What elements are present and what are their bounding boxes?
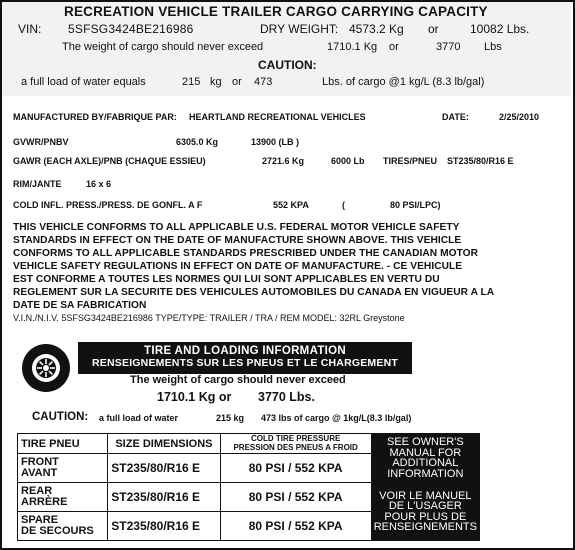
tire-icon [20, 342, 72, 394]
row-label [18, 483, 108, 512]
tire-loading-banner [78, 342, 412, 374]
page-title: RECREATION VEHICLE TRAILER CARGO CARRYING CAPACITY [64, 4, 488, 19]
owner-manual-line: INFORMATION [387, 467, 464, 480]
tire-pressure-table [17, 433, 480, 541]
row-label-en: FRONT [21, 456, 59, 468]
banner-subtitle: RENSEIGNEMENTS SUR LES PNEUS ET LE CHARGEMENT [92, 357, 398, 369]
conformity-line: VEHICLE SAFETY REGULATIONS IN EFFECT ON DATE OF MANUFACTURE. - CE VEHICULE [13, 261, 463, 272]
owner-manual-line: POUR PLUS DE [384, 510, 467, 523]
row-size: ST235/80/R16 E [108, 512, 220, 541]
tire-caution-kg: 215 kg [216, 413, 245, 423]
row-label-fr: AVANT [21, 467, 58, 479]
caution-heading: CAUTION: [258, 58, 317, 72]
owner-manual-line: VOIR LE MANUEL [379, 489, 472, 502]
row-pressure: 80 PSI / 552 KPA [220, 483, 371, 512]
never-exceed-lbs: 3770 [436, 41, 461, 53]
date-value: 2/25/2010 [499, 112, 540, 122]
table-row [18, 483, 480, 512]
gawr-lb: 6000 Lb [331, 156, 365, 166]
never-exceed-kg: 1710.1 Kg [327, 41, 378, 53]
gvwr-kg: 6305.0 Kg [176, 137, 219, 147]
owner-manual-line: DE L'USAGER [388, 500, 462, 512]
cold-pressure-psi: 80 PSI/LPC) [390, 200, 441, 210]
gawr-kg: 2721.6 Kg [262, 156, 305, 166]
tires-value: ST235/80/R16 E [447, 156, 514, 166]
gvwr-lb: 13900 (LB ) [251, 137, 300, 147]
header-tire: TIRE PNEU [18, 434, 108, 454]
owner-manual-line: MANUAL FOR [389, 446, 462, 459]
tires-label: TIRES/PNEU [383, 156, 438, 166]
header-pressure-fr: PRESSION DES PNEUS A FROID [233, 442, 358, 452]
row-label [18, 512, 108, 541]
tire-never-exceed-kg: 1710.1 Kg or [157, 390, 232, 404]
header-pressure-en: COLD TIRE PRESSURE [250, 434, 341, 443]
cold-pressure-paren: ( [342, 200, 345, 210]
conformity-line: CONFORMS TO ALL APPLICABLE STANDARDS PRESCRIBED UNDER THE CANADIAN MOTOR [13, 248, 479, 259]
row-pressure: 80 PSI / 552 KPA [220, 512, 371, 541]
manufacturer-name: HEARTLAND RECREATIONAL VEHICLES [189, 112, 366, 122]
date-label: DATE: [442, 112, 469, 122]
row-size: ST235/80/R16 E [108, 454, 220, 483]
never-exceed-lbs-unit: Lbs [484, 41, 502, 53]
owner-manual-line: SEE OWNER'S [387, 436, 464, 448]
row-label-fr: DE SECOURS [21, 525, 94, 537]
conformity-statement [13, 221, 553, 312]
owner-manual-line: ADDITIONAL [392, 457, 459, 469]
water-lbs: 473 [254, 76, 273, 88]
row-size: ST235/80/R16 E [108, 483, 220, 512]
cold-pressure-label: COLD INFL. PRESS./PRESS. DE GONFL. A F [13, 200, 203, 210]
or-text: or [428, 22, 439, 36]
vin-value: 5SFSG3424BE216986 [68, 22, 194, 36]
table-header-row [18, 434, 480, 454]
tire-caution-label: CAUTION: [32, 411, 89, 423]
manufacturer-label: MANUFACTURED BY/FABRIQUE PAR: [13, 112, 177, 122]
gawr-label: GAWR (EACH AXLE)/PNB (CHAQUE ESSIEU) [13, 156, 206, 166]
tire-caution-tail: 473 lbs of cargo @ 1kg/L(8.3 lb/gal) [261, 413, 412, 423]
conformity-line: EST CONFORME A TOUTES LES NORMES QUI LUI SONT APPLICABLES EN VERTU DU [13, 274, 440, 285]
conformity-line: STANDARDS IN EFFECT ON THE DATE OF MANUFACTURE SHOWN ABOVE. THIS VEHICLE [13, 235, 462, 246]
never-exceed-text: The weight of cargo should never exceed [62, 41, 264, 53]
tire-never-exceed-text: The weight of cargo should never exceed [130, 374, 346, 386]
row-pressure: 80 PSI / 552 KPA [220, 454, 371, 483]
header-size: SIZE DIMENSIONS [108, 434, 220, 454]
dry-weight-kg: 4573.2 Kg [349, 22, 404, 36]
or-text: or [232, 76, 242, 88]
vin-label: VIN: [18, 22, 42, 36]
gvwr-label: GVWR/PNBV [13, 137, 69, 147]
tire-never-exceed-lbs: 3770 Lbs. [258, 390, 315, 404]
dry-weight-lbs: 10082 Lbs. [470, 22, 530, 36]
or-text: or [389, 41, 399, 53]
water-kg: 215 [182, 76, 201, 88]
row-label-en: REAR [21, 485, 53, 497]
row-label-en: SPARE [21, 514, 59, 526]
owner-manual-note-en [371, 434, 479, 483]
rim-label: RIM/JANTE [13, 179, 62, 189]
banner-title: TIRE AND LOADING INFORMATION [144, 345, 346, 357]
water-kg-unit: kg [210, 76, 222, 88]
water-text: a full load of water equals [21, 76, 146, 88]
owner-manual-line: RENSEIGNEMENTS [373, 521, 477, 533]
conformity-line: DATE DE SA FABRICATION [13, 300, 147, 311]
owner-manual-note-fr [371, 483, 479, 541]
row-label-fr: ARRÈRE [21, 496, 68, 508]
rim-value: 16 x 6 [86, 179, 112, 189]
conformity-line: THIS VEHICLE CONFORMS TO ALL APPLICABLE U.S. FEDERAL MOTOR VEHICLE SAFETY [13, 222, 460, 233]
water-tail: Lbs. of cargo @1 kg/L (8.3 lb/gal) [322, 76, 485, 88]
header-pressure [220, 434, 371, 454]
conformity-line: REGLEMENT SUR LA SECURITE DES VEHICULES AUTOMOBILES DU CANADA EN VIGUEUR A LA [13, 287, 495, 298]
tire-caution-text: a full load of water [99, 413, 179, 423]
row-label [18, 454, 108, 483]
cold-pressure-kpa: 552 KPA [273, 200, 309, 210]
vin-model-line: V.I.N./N.I.V. 5SFSG3424BE216986 TYPE/TYPE: TRAILER / TRA / REM MODEL: 32RL Greystone [13, 313, 405, 323]
dry-weight-label: DRY WEIGHT: [260, 22, 339, 36]
